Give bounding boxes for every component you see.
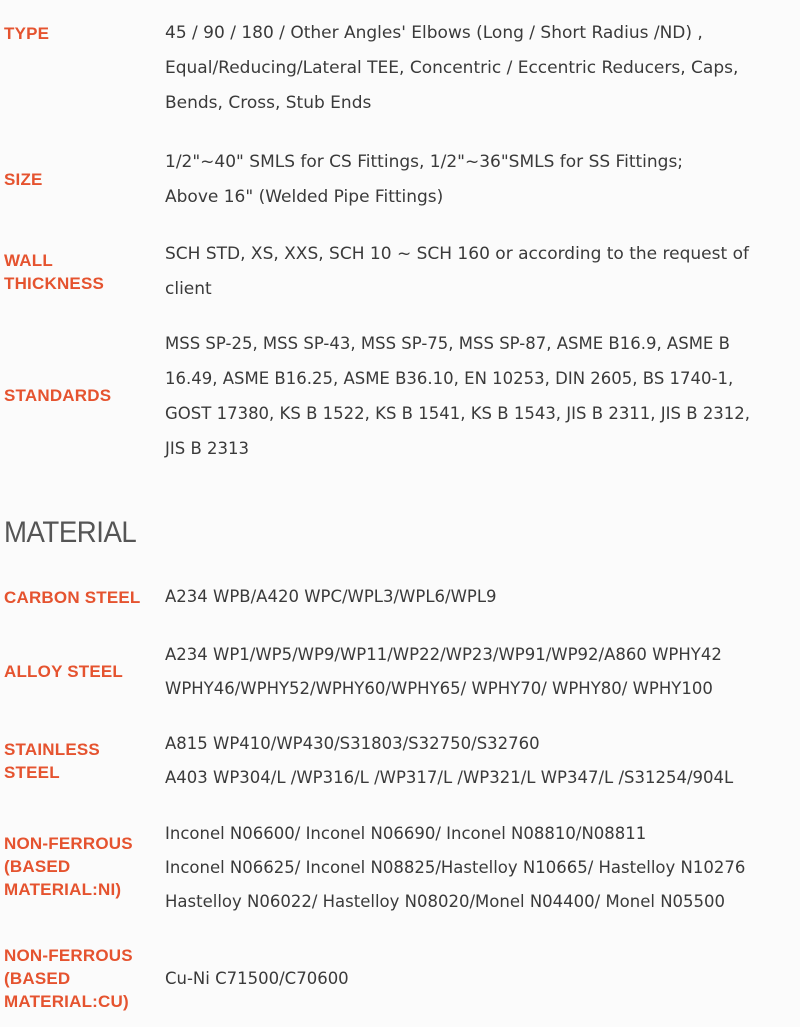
non-ferrous-cu-label-line: (BASED <box>4 969 71 988</box>
stainless-steel-line: A815 WP410/WP430/S31803/S32750/S32760 <box>165 734 540 753</box>
carbon-steel-value <box>165 580 795 614</box>
type-value <box>165 16 795 121</box>
non-ferrous-ni-label-line: MATERIAL:NI) <box>4 880 122 899</box>
non-ferrous-ni-line: Hastelloy N06022/ Hastelloy N08020/Monel N04400/ Monel N05500 <box>165 892 726 911</box>
non-ferrous-cu-label <box>4 944 133 1013</box>
non-ferrous-cu-line: Cu-Ni C71500/C70600 <box>165 969 349 988</box>
stainless-steel-label-line: STAINLESS <box>4 740 100 759</box>
alloy-steel-value <box>165 638 795 706</box>
size-line: 1/2"~40" SMLS for CS Fittings, 1/2"~36"SMLS for SS Fittings; <box>165 152 684 172</box>
size-label: SIZE <box>4 170 43 189</box>
type-line: Bends, Cross, Stub Ends <box>165 93 372 113</box>
type-label: TYPE <box>4 24 50 43</box>
standards-line: GOST 17380, KS B 1522, KS B 1541, KS B 1543, JIS B 2311, JIS B 2312, <box>165 404 751 423</box>
wall-thickness-line: SCH STD, XS, XXS, SCH 10 ~ SCH 160 or according to the request of <box>165 244 749 264</box>
standards-line: MSS SP-25, MSS SP-43, MSS SP-75, MSS SP-87, ASME B16.9, ASME B <box>165 334 730 353</box>
stainless-steel-value <box>165 727 795 795</box>
size-line: Above 16" (Welded Pipe Fittings) <box>165 187 444 207</box>
non-ferrous-ni-line: Inconel N06625/ Inconel N08825/Hastelloy N10665/ Hastelloy N10276 <box>165 858 746 877</box>
alloy-steel-label: ALLOY STEEL <box>4 662 124 681</box>
wall-thickness-value <box>165 237 795 307</box>
stainless-steel-line: A403 WP304/L /WP316/L /WP317/L /WP321/L WP347/L /S31254/904L <box>165 768 734 787</box>
non-ferrous-ni-label <box>4 832 133 901</box>
non-ferrous-cu-label-line: MATERIAL:CU) <box>4 992 129 1011</box>
wall-thickness-line: client <box>165 279 212 299</box>
standards-value <box>165 326 795 466</box>
wall-thickness-label-line: WALL <box>4 251 53 270</box>
type-line: Equal/Reducing/Lateral TEE, Concentric / Eccentric Reducers, Caps, <box>165 58 739 78</box>
material-heading: MATERIAL <box>4 516 137 549</box>
non-ferrous-cu-label-line: NON-FERROUS <box>4 946 133 965</box>
wall-thickness-label-line: THICKNESS <box>4 274 105 293</box>
alloy-steel-line: A234 WP1/WP5/WP9/WP11/WP22/WP23/WP91/WP92/A860 WPHY42 <box>165 645 722 664</box>
carbon-steel-line: A234 WPB/A420 WPC/WPL3/WPL6/WPL9 <box>165 587 497 606</box>
standards-line: 16.49, ASME B16.25, ASME B36.10, EN 10253, DIN 2605, BS 1740-1, <box>165 369 734 388</box>
non-ferrous-ni-label-line: NON-FERROUS <box>4 834 133 853</box>
stainless-steel-label-line: STEEL <box>4 763 60 782</box>
carbon-steel-label: CARBON STEEL <box>4 588 141 607</box>
size-value <box>165 145 795 215</box>
non-ferrous-ni-line: Inconel N06600/ Inconel N06690/ Inconel N08810/N08811 <box>165 824 647 843</box>
type-line: 45 / 90 / 180 / Other Angles' Elbows (Long / Short Radius /ND) , <box>165 23 703 43</box>
stainless-steel-label <box>4 738 100 784</box>
non-ferrous-cu-value <box>165 962 795 996</box>
wall-thickness-label <box>4 249 104 295</box>
non-ferrous-ni-label-line: (BASED <box>4 857 71 876</box>
standards-label: STANDARDS <box>4 386 112 405</box>
non-ferrous-ni-value <box>165 817 795 919</box>
alloy-steel-line: WPHY46/WPHY52/WPHY60/WPHY65/ WPHY70/ WPHY80/ WPHY100 <box>165 679 713 698</box>
standards-line: JIS B 2313 <box>165 439 250 458</box>
